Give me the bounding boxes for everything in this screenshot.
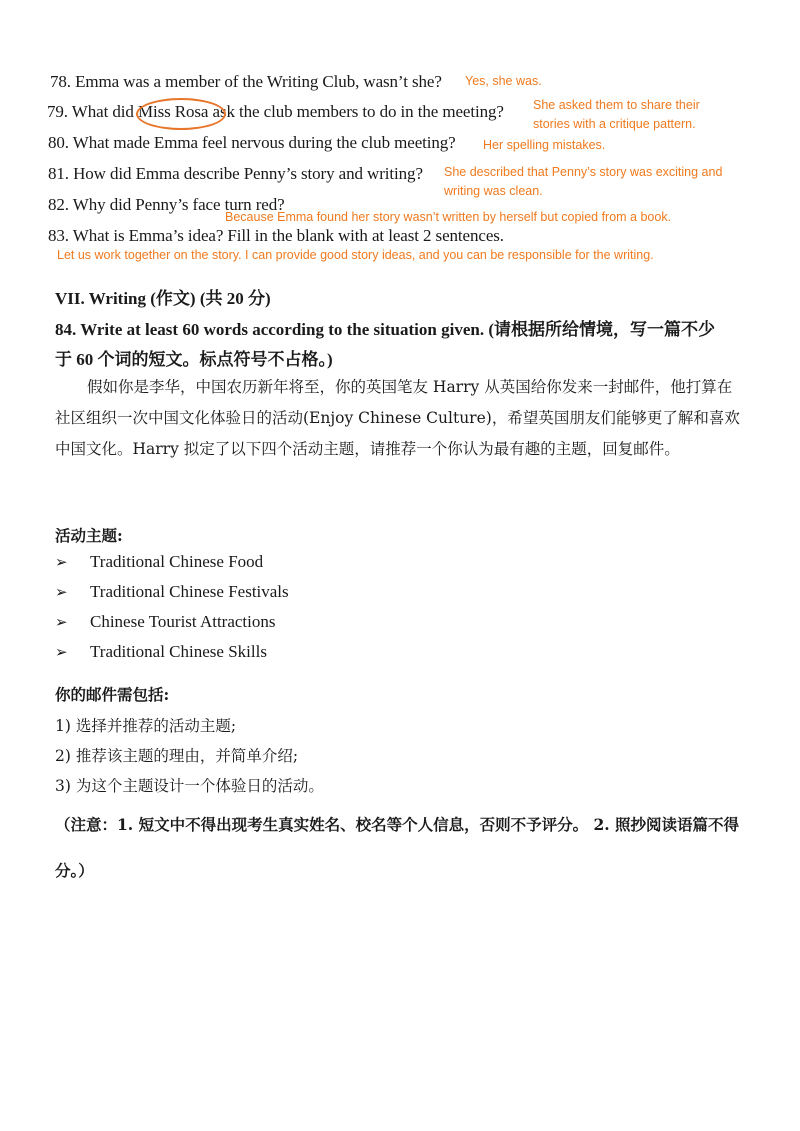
task-instruction-line1: 84. Write at least 60 words according to the situation given. (请根据所给情境，写一篇不少 xyxy=(55,320,715,339)
answer-line: writing was clean. xyxy=(444,184,543,198)
circled-name: Miss Rosa xyxy=(137,102,209,121)
answer-82: Because Emma found her story wasn’t written by herself but copied from a book. xyxy=(225,210,672,224)
topic-label: Traditional Chinese Festivals xyxy=(90,582,289,601)
section-title: VII. Writing (作文) (共 20 分) xyxy=(55,289,271,308)
requirement-item: 1) 选择并推荐的活动主题; xyxy=(55,717,237,735)
question-text: Why did Penny’s face turn red? xyxy=(72,195,285,214)
answer-79 xyxy=(533,96,700,134)
topics-heading: 活动主题: xyxy=(55,526,123,545)
question-number: 82. xyxy=(48,195,69,214)
situation-paragraph: 假如你是李华，中国农历新年将至，你的英国笔友 Harry 从英国给你发来一封邮件，他打算在社区组织一次中国文化体验日的活动(Enjoy Chinese Culture)，希望英国朋友们能够更了解和喜欢中国文化。Harry 拟定了以下四个活动主题，请推荐一个你认为最有趣的主题，回复邮件。 xyxy=(55,378,740,458)
answer-line: She asked them to share their xyxy=(533,98,700,112)
question-text: What is Emma’s idea? Fill in the blank with at least 2 sentences. xyxy=(72,226,504,245)
question-text: ask the club members to do in the meeting? xyxy=(208,102,504,121)
question-79 xyxy=(47,102,504,122)
bullet-arrow-icon: ➢ xyxy=(55,553,68,571)
question-text: How did Emma describe Penny’s story and writing? xyxy=(73,164,423,183)
topic-item xyxy=(55,612,276,632)
note-paragraph: （注意：1. 短文中不得出现考生真实姓名、校名等个人信息，否则不予评分。 2. 照抄阅读语篇不得分。） xyxy=(55,815,740,880)
answer-line: She described that Penny’s story was exciting and xyxy=(444,165,723,179)
topic-item xyxy=(55,582,289,602)
answer-80: Her spelling mistakes. xyxy=(483,138,606,152)
answer-81 xyxy=(444,163,722,201)
topic-item xyxy=(55,552,264,572)
question-number: 81. xyxy=(48,164,69,183)
bullet-arrow-icon: ➢ xyxy=(55,583,68,601)
requirement-item: 2) 推荐该主题的理由，并简单介绍; xyxy=(55,747,299,765)
question-number: 83. xyxy=(48,226,69,245)
question-80 xyxy=(48,133,456,153)
task-instruction-line2: 于 60 个词的短文。标点符号不占格。) xyxy=(55,350,333,369)
question-text: What made Emma feel nervous during the club meeting? xyxy=(72,133,456,152)
topic-label: Chinese Tourist Attractions xyxy=(90,612,276,631)
bullet-arrow-icon: ➢ xyxy=(55,643,68,661)
answer-83: Let us work together on the story. I can provide good story ideas, and you can be responsible for the writing. xyxy=(57,248,654,262)
answer-line: stories with a critique pattern. xyxy=(533,117,696,131)
question-number: 78. xyxy=(50,72,71,91)
question-81 xyxy=(48,164,423,184)
topic-label: Traditional Chinese Skills xyxy=(90,642,267,661)
requirement-item: 3) 为这个主题设计一个体验日的活动。 xyxy=(55,777,324,795)
question-78 xyxy=(50,72,442,92)
answer-78: Yes, she was. xyxy=(465,74,542,88)
question-text: Emma was a member of the Writing Club, wasn’t she? xyxy=(75,72,442,91)
question-text: What did xyxy=(71,102,138,121)
question-number: 80. xyxy=(48,133,69,152)
handwritten-circle xyxy=(136,98,226,130)
question-number: 79. xyxy=(47,102,68,121)
topic-label: Traditional Chinese Food xyxy=(90,552,264,571)
bullet-arrow-icon: ➢ xyxy=(55,613,68,631)
email-heading: 你的邮件需包括: xyxy=(55,685,170,704)
topic-item xyxy=(55,642,267,662)
question-83 xyxy=(48,226,504,246)
